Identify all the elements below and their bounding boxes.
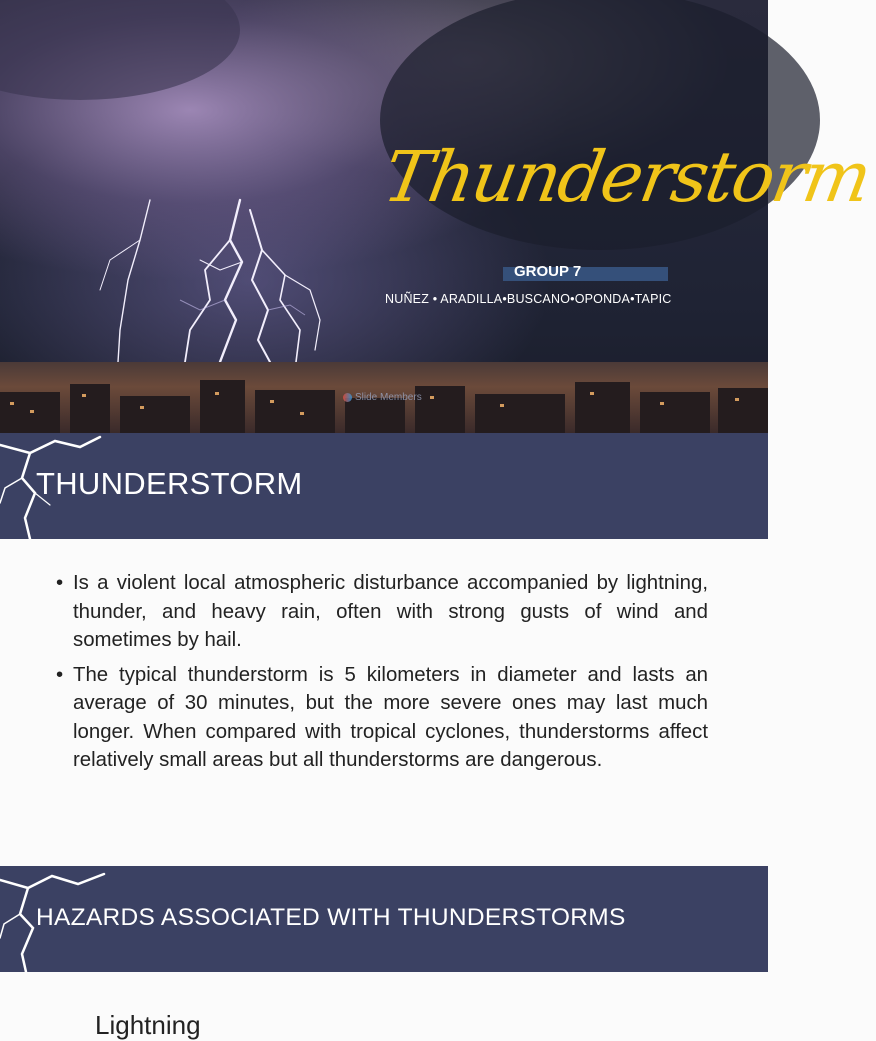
presentation-title: Thunderstorm bbox=[377, 136, 876, 218]
bullet-list bbox=[56, 569, 708, 781]
slide2-header bbox=[0, 433, 768, 539]
slide2-heading: THUNDERSTORM bbox=[36, 466, 303, 501]
bullet-icon: • bbox=[56, 663, 64, 686]
group-label: GROUP 7 bbox=[514, 263, 582, 280]
slide3-content bbox=[0, 972, 768, 1040]
slide3-heading: HAZARDS ASSOCIATED WITH THUNDERSTORMS bbox=[36, 904, 626, 931]
partial-bullet-text: Lightning bbox=[95, 1010, 201, 1040]
slide3-header bbox=[0, 866, 768, 972]
title-slide bbox=[0, 0, 876, 433]
watermark: Slide Members bbox=[343, 392, 422, 403]
bullet-item: • The typical thunderstorm is 5 kilometers in diameter and lasts an average of 30 minutes, but the more severe ones may last much longer. When compared with tropical cyclones, thunderstorms affect relatively small areas but all thunderstorms are dangerous. bbox=[56, 661, 708, 775]
bullet-icon: • bbox=[56, 572, 64, 594]
bullet-item: • Is a violent local atmospheric disturbance accompanied by lightning, thunder, and heavy rain, often with strong gusts of wind and sometimes by hail. bbox=[56, 569, 708, 655]
slide2-content bbox=[0, 539, 768, 866]
member-names: NUÑEZ • ARADILLA•BUSCANO•OPONDA•TAPIC bbox=[385, 292, 672, 306]
watermark-logo-icon bbox=[343, 393, 352, 402]
